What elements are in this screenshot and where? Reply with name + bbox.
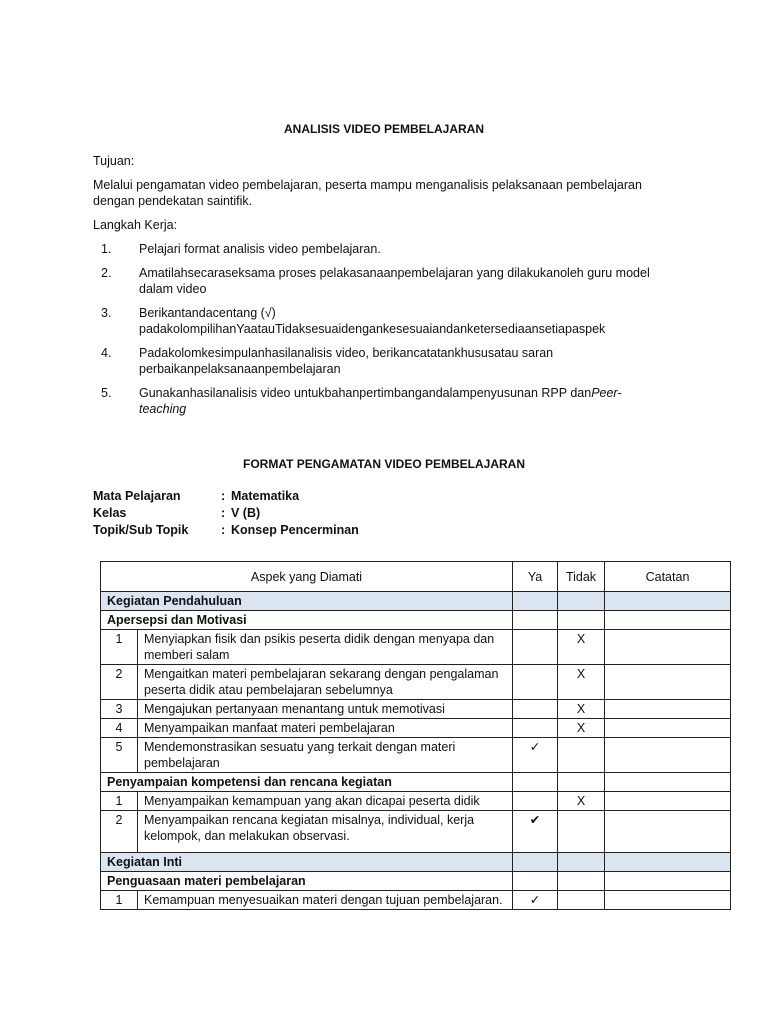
table-row: 1 Kemampuan menyesuaikan materi dengan tujuan pembelajaran. ✓ [101, 891, 731, 910]
tujuan-text: Melalui pengamatan video pembelajaran, peserta mampu menganalisis pelaksanaan pembelajaran dengan pendekatan saintifik. [93, 178, 642, 208]
subsection-row: Penguasaan materi pembelajaran [101, 872, 731, 891]
list-item: 1. Pelajari format analisis video pembelajaran. [101, 242, 381, 256]
table-row: 4 Menyampaikan manfaat materi pembelajaran X [101, 719, 731, 738]
table-row: 5 Mendemonstrasikan sesuatu yang terkait dengan materi pembelajaran ✓ [101, 738, 731, 773]
meta-row: Topik/Sub Topik : Konsep Pencerminan [93, 523, 359, 537]
header-ya: Ya [513, 562, 558, 592]
header-catatan: Catatan [605, 562, 731, 592]
steps-list [93, 241, 653, 425]
section-row: Kegiatan Pendahuluan [101, 592, 731, 611]
document-title: ANALISIS VIDEO PEMBELAJARAN [283, 122, 485, 136]
table-header-row [101, 562, 731, 592]
observation-table [100, 561, 731, 910]
table-row: 2 Menyampaikan rencana kegiatan misalnya, individual, kerja kelompok, dan melakukan observasi. ✔ [101, 811, 731, 853]
list-item: 4. Padakolomkesimpulanhasilanalisis video, berikancatatankhususatau saran perbaikanpelaksanaanpembelajaran [101, 346, 554, 376]
table-row: 1 Menyampaikan kemampuan yang akan dicapai peserta didik X [101, 792, 731, 811]
meta-row: Kelas : V (B) [93, 506, 261, 520]
tujuan-label: Tujuan: [93, 154, 135, 168]
list-item: 2. Amatilahsecaraseksama proses pelakasanaanpembelajaran yang dilakukanoleh guru model dalam video [101, 266, 650, 296]
list-item: 5. Gunakanhasilanalisis video untukbahanpertimbangandalampenyusunan RPP danPeer-teaching [101, 386, 622, 416]
check-icon: ✔ [513, 811, 558, 853]
format-title: FORMAT PENGAMATAN VIDEO PEMBELAJARAN [243, 457, 525, 471]
header-aspek: Aspek yang Diamati [101, 562, 513, 592]
table-row: 3 Mengajukan pertanyaan menantang untuk memotivasi X [101, 700, 731, 719]
header-tidak: Tidak [558, 562, 605, 592]
langkah-label: Langkah Kerja: [93, 218, 178, 232]
table-row: 1 Menyiapkan fisik dan psikis peserta didik dengan menyapa dan memberi salam X [101, 630, 731, 665]
section-row: Kegiatan Inti [101, 853, 731, 872]
subsection-row: Apersepsi dan Motivasi [101, 611, 731, 630]
meta-row: Mata Pelajaran : Matematika [93, 489, 300, 503]
check-icon: ✓ [513, 738, 558, 773]
meta-block [93, 488, 359, 539]
table-row: 2 Mengaitkan materi pembelajaran sekarang dengan pengalaman peserta didik atau pembelajaran sebelumnya X [101, 665, 731, 700]
list-item: 3. Berikantandacentang (√) padakolompilihanYaatauTidaksesuaidengankesesuaiandanketersediaansetiapaspek [101, 306, 606, 336]
subsection-row: Penyampaian kompetensi dan rencana kegiatan [101, 773, 731, 792]
check-icon: ✓ [513, 891, 558, 910]
